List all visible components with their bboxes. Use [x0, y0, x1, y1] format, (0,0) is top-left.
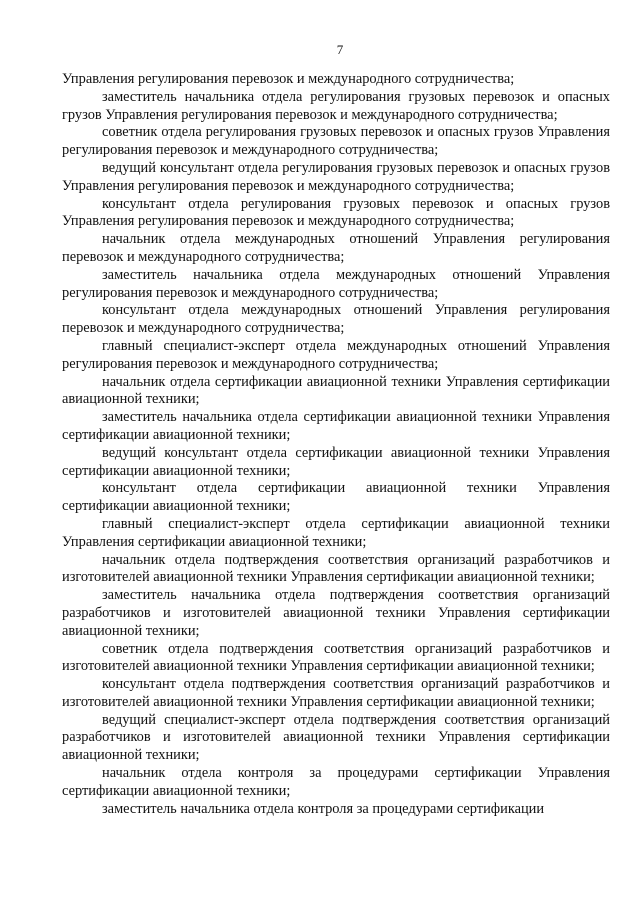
paragraph: начальник отдела контроля за процедурами сертификации Управления сертификации авиационной техники; [62, 765, 610, 799]
paragraph: консультант отдела регулирования грузовых перевозок и опасных грузов Управления регулирования перевозок и международного сотрудничества; [62, 195, 610, 230]
paragraph: заместитель начальника отдела подтверждения соответствия организаций разработчиков и изготовителей авиационной техники Управления сертификации авиационной техники; [62, 587, 610, 639]
paragraph: заместитель начальника отдела регулирования грузовых перевозок и опасных грузов Управления регулирования перевозок и международного сотрудничества; [62, 88, 610, 123]
paragraph: начальник отдела международных отношений Управления регулирования перевозок и международного сотрудничества; [62, 231, 610, 265]
paragraph: начальник отдела подтверждения соответствия организаций разработчиков и изготовителей авиационной техники Управления сертификации авиационной техники; [62, 551, 610, 586]
paragraph: ведущий специалист-эксперт отдела подтверждения соответствия организаций разработчиков и изготовителей авиационной техники Управления сертификации авиационной техники; [62, 711, 610, 764]
paragraph: советник отдела регулирования грузовых перевозок и опасных грузов Управления регулирования перевозок и международного сотрудничества; [62, 124, 610, 159]
page-number: 7 [336, 42, 344, 57]
paragraph: главный специалист-эксперт отдела международных отношений Управления регулирования перевозок и международного сотрудничества; [62, 337, 610, 372]
paragraph: Управления регулирования перевозок и международного сотрудничества; [62, 71, 515, 87]
paragraph: советник отдела подтверждения соответствия организаций разработчиков и изготовителей авиационной техники Управления сертификации авиационной техники; [62, 640, 610, 675]
paragraph: заместитель начальника отдела контроля за процедурами сертификации [102, 800, 545, 817]
paragraph: заместитель начальника отдела международных отношений Управления регулирования перевозок и международного сотрудничества; [62, 266, 610, 301]
document-body [62, 71, 610, 818]
paragraph: ведущий консультант отдела сертификации авиационной техники Управления сертификации авиационной техники; [62, 444, 610, 479]
paragraph: ведущий консультант отдела регулирования грузовых перевозок и опасных грузов Управления регулирования перевозок и международного сотрудничества; [62, 159, 610, 194]
paragraph: консультант отдела подтверждения соответствия организаций разработчиков и изготовителей авиационной техники Управления сертификации авиационной техники; [62, 676, 610, 710]
paragraph: начальник отдела сертификации авиационной техники Управления сертификации авиационной техники; [62, 373, 610, 408]
paragraph: консультант отдела сертификации авиационной техники Управления сертификации авиационной техники; [62, 480, 610, 515]
paragraph: заместитель начальника отдела сертификации авиационной техники Управления сертификации авиационной техники; [62, 409, 610, 443]
paragraph: консультант отдела международных отношений Управления регулирования перевозок и международного сотрудничества; [62, 302, 610, 337]
paragraph: главный специалист-эксперт отдела сертификации авиационной техники Управления сертификации авиационной техники; [62, 515, 610, 550]
